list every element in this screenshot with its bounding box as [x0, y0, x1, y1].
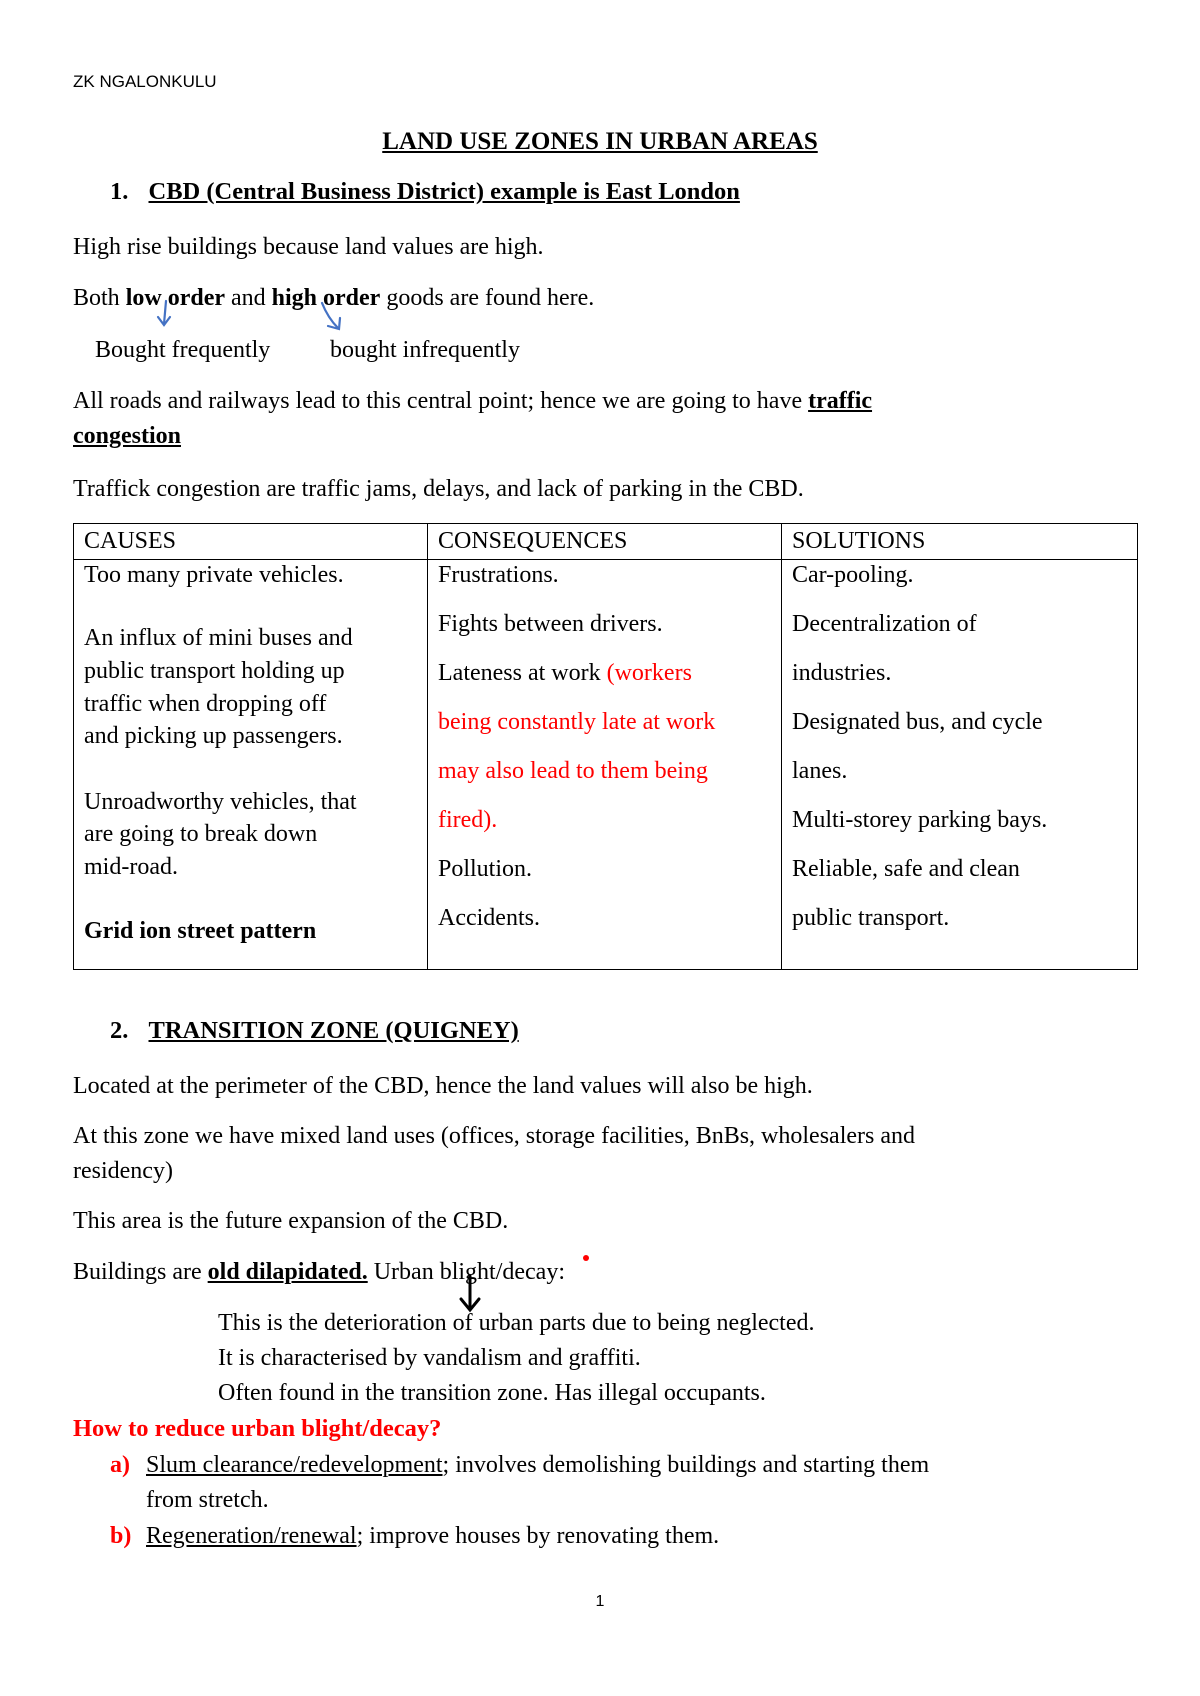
cbd-paragraph-1: High rise buildings because land values are high. [73, 234, 544, 260]
page-number: 1 [595, 1593, 605, 1610]
text: and [225, 285, 272, 311]
cause-item: and picking up passengers. [84, 723, 343, 749]
text: All roads and railways lead to this central point; hence we are going to have [73, 388, 809, 414]
note-bought-frequently: Bought frequently [95, 337, 271, 363]
traffic-congestion-table [73, 523, 1138, 970]
header-consequences: CONSEQUENCES [428, 524, 782, 560]
causes-cell [74, 560, 428, 970]
cbd-paragraph-3-line-1 [73, 386, 872, 416]
solution-item: Reliable, safe and clean [792, 856, 1020, 882]
low-order-term: low order [125, 285, 225, 311]
table-row [74, 560, 1138, 970]
solutions-cell [782, 560, 1138, 970]
solution-item: lanes. [792, 758, 848, 784]
text: ; involves demolishing buildings and starting them [442, 1452, 930, 1478]
header-causes: CAUSES [74, 524, 428, 560]
note-bought-infrequently: bought infrequently [330, 337, 520, 363]
annotation-arrows-icon [150, 298, 350, 334]
solution-item: public transport. [792, 905, 950, 931]
cause-item: traffic when dropping off [84, 691, 327, 717]
section-2-number: 2. [110, 1017, 129, 1044]
solution-item: industries. [792, 660, 892, 686]
list-item-a [146, 1450, 929, 1480]
cause-item: Unroadworthy vehicles, that [84, 789, 357, 815]
transition-paragraph-2-line-2: residency) [73, 1158, 173, 1184]
solution-item: Multi-storey parking bays. [792, 807, 1048, 833]
cause-item: Too many private vehicles. [84, 562, 344, 588]
reduce-blight-question: How to reduce urban blight/decay? [73, 1415, 442, 1442]
traffic-term: traffic [808, 388, 873, 414]
solution-item: Car-pooling. [792, 562, 914, 588]
blight-definition-line: It is characterised by vandalism and graffiti. [218, 1345, 641, 1371]
high-order-term: high order [271, 285, 381, 311]
section-2-heading [110, 1017, 519, 1045]
cause-item: are going to break down [84, 821, 318, 847]
cause-item: mid-road. [84, 854, 178, 880]
list-marker-a: a) [110, 1452, 130, 1478]
slum-clearance-term: Slum clearance/redevelopment [146, 1452, 443, 1478]
section-1-title: CBD (Central Business District) example is East London [148, 178, 740, 205]
list-marker-b: b) [110, 1523, 132, 1549]
text: Both [73, 285, 126, 311]
section-2-title: TRANSITION ZONE (QUIGNEY) [148, 1017, 519, 1044]
list-item-b [146, 1521, 719, 1551]
regeneration-term: Regeneration/renewal [146, 1523, 357, 1549]
blight-definition-line: This is the deterioration of urban parts due to being neglected. [218, 1310, 815, 1336]
solution-item: Designated bus, and cycle [792, 709, 1043, 735]
text: goods are found here. [380, 285, 595, 311]
consequence-item: Frustrations. [438, 562, 559, 588]
consequence-note-red: fired). [438, 807, 498, 833]
arrow-high-order-icon [322, 303, 338, 328]
section-1-number: 1. [110, 178, 129, 205]
consequence-item [438, 658, 692, 688]
section-1-heading [110, 178, 740, 206]
text: Urban blight/decay: [367, 1259, 565, 1285]
text: Buildings are [73, 1259, 208, 1285]
transition-paragraph-4 [73, 1257, 565, 1287]
arrow-low-order-icon [164, 301, 166, 324]
consequence-item: Pollution. [438, 856, 533, 882]
header-solutions: SOLUTIONS [782, 524, 1138, 560]
cause-item: public transport holding up [84, 658, 345, 684]
consequence-item: Fights between drivers. [438, 611, 663, 637]
congestion-term: congestion [73, 423, 181, 449]
blight-definition-line: Often found in the transition zone. Has illegal occupants. [218, 1380, 766, 1406]
text: Lateness at work [438, 660, 607, 686]
cause-item-bold: Grid ion street pattern [84, 918, 317, 944]
text: ; improve houses by renovating them. [356, 1523, 720, 1549]
table-header-row [74, 524, 1138, 560]
transition-paragraph-2-line-1: At this zone we have mixed land uses (offices, storage facilities, BnBs, wholesalers and [73, 1123, 916, 1149]
consequence-note-red: (workers [606, 660, 692, 686]
page-title: LAND USE ZONES IN URBAN AREAS [382, 128, 818, 155]
list-item-a-continuation: from stretch. [146, 1487, 269, 1513]
consequences-cell [428, 560, 782, 970]
transition-paragraph-3: This area is the future expansion of the CBD. [73, 1208, 509, 1234]
consequence-note-red: may also lead to them being [438, 758, 708, 784]
page-header-author: ZK NGALONKULU [73, 72, 217, 91]
solution-item: Decentralization of [792, 611, 977, 637]
consequence-note-red: being constantly late at work [438, 709, 716, 735]
cause-item: An influx of mini buses and [84, 625, 353, 651]
consequence-item: Accidents. [438, 905, 540, 931]
cbd-paragraph-4: Traffick congestion are traffic jams, delays, and lack of parking in the CBD. [73, 476, 804, 502]
red-dot-icon [580, 1252, 592, 1264]
old-dilapidated-term: old dilapidated. [207, 1259, 368, 1285]
transition-paragraph-1: Located at the perimeter of the CBD, hence the land values will also be high. [73, 1073, 813, 1099]
